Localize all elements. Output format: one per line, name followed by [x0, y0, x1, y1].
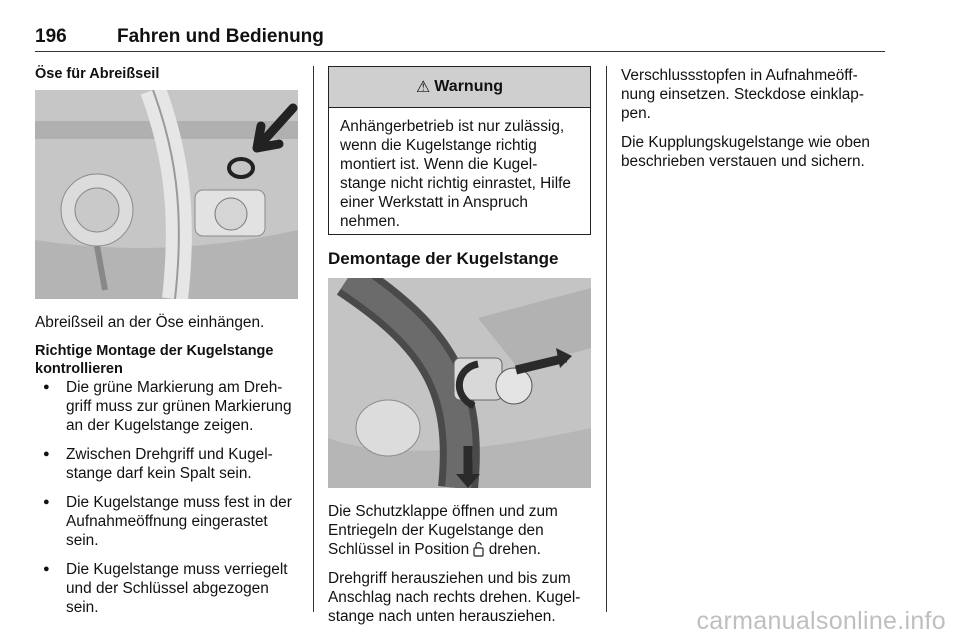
column-divider — [313, 66, 314, 612]
storage-step-2: Die Kupplungskugelstange wie oben beschrieben verstauen und sichern. — [621, 134, 870, 170]
column-right — [621, 66, 885, 181]
lock-open-icon — [473, 541, 484, 557]
page-header — [35, 26, 885, 52]
warning-box — [328, 66, 591, 235]
list-item: ● Die Kugelstange muss verriegelt und der Schlüssel abgezogen sein. — [35, 560, 298, 617]
warning-text: Anhängerbetrieb ist nur zulässig, wenn die Kugelstange richtig montiert ist. Wenn die Kugel-stange nicht richtig einrastet, Hilfe einer Werkstatt in Anspruch nehmen. — [340, 118, 571, 230]
warning-title: Warnung — [434, 78, 504, 95]
watermark: carmanualsonline.info — [696, 607, 946, 635]
removal-step-1: Die Schutzklappe öffnen und zum Entriegeln der Kugelstange den Schlüssel in Position drehen. — [328, 503, 558, 558]
removal-step-2: Drehgriff herausziehen und bis zum Anschlag nach rechts drehen. Kugel-stange nach unten herausziehen. — [328, 570, 581, 625]
check-list — [35, 378, 298, 617]
warning-triangle-icon: ⚠ — [415, 79, 431, 96]
column-left — [35, 66, 298, 627]
tow-bar-removal-illustration — [328, 278, 591, 488]
page-number: 196 — [35, 26, 67, 47]
list-item: ● Zwischen Drehgriff und Kugel-stange darf kein Spalt sein. — [35, 445, 298, 483]
storage-step-1: Verschlussstopfen in Aufnahmeöff-nung einsetzen. Steckdose einklap-pen. — [621, 67, 864, 122]
list-item: ● Die grüne Markierung am Dreh-griff muss zur grünen Markierung an der Kugelstange zeigen. — [35, 378, 298, 435]
warning-header — [329, 67, 590, 108]
section-heading: Demontage der Kugelstange — [328, 249, 559, 268]
list-item: ● Die Kugelstange muss fest in der Aufnahmeöffnung eingerastet sein. — [35, 493, 298, 550]
chapter-title: Fahren und Bedienung — [117, 26, 324, 47]
column-middle — [328, 66, 591, 636]
check-heading: Richtige Montage der Kugelstange kontrollieren — [35, 343, 274, 377]
figure-caption: Abreißseil an der Öse einhängen. — [35, 314, 265, 331]
section-subheading: Öse für Abreißseil — [35, 66, 160, 82]
tow-eye-illustration — [35, 90, 298, 299]
column-divider — [606, 66, 607, 612]
